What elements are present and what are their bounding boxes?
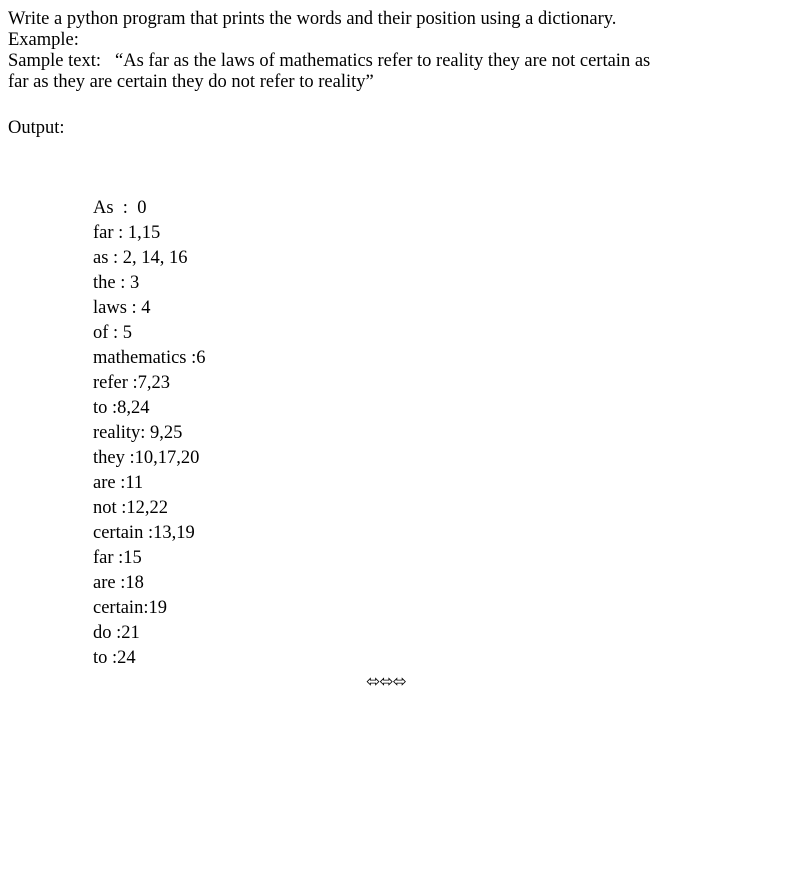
list-item: not :12,22 (93, 498, 169, 518)
output-label: Output: (8, 118, 65, 138)
sample-label: Sample text: (8, 51, 101, 71)
list-item: of : 5 (93, 323, 133, 343)
sample-text-line-2: far as they are certain they do not refer to reality” (8, 72, 374, 92)
output-list (93, 196, 206, 671)
list-item: far : 1,15 (93, 223, 161, 243)
list-item: certain :13,19 (93, 523, 195, 543)
list-item: to :24 (93, 648, 136, 668)
list-item: mathematics :6 (93, 348, 206, 368)
section-separator-arrows-icon: ⬄⬄⬄ (366, 672, 406, 692)
list-item: As : 0 (93, 198, 147, 218)
list-item: are :11 (93, 473, 144, 493)
list-item: as : 2, 14, 16 (93, 248, 188, 268)
sample-text-line-1 (8, 51, 808, 72)
list-item: reality: 9,25 (93, 423, 183, 443)
example-label: Example: (8, 30, 79, 50)
list-item: refer :7,23 (93, 373, 171, 393)
list-item: do :21 (93, 623, 140, 643)
list-item: are :18 (93, 573, 144, 593)
list-item: they :10,17,20 (93, 448, 200, 468)
question-paragraph (8, 9, 808, 93)
list-item: to :8,24 (93, 398, 150, 418)
list-item: far :15 (93, 548, 142, 568)
sample-text: “As far as the laws of mathematics refer to reality they are not certain as (115, 51, 651, 71)
list-item: the : 3 (93, 273, 140, 293)
list-item: laws : 4 (93, 298, 151, 318)
question-text: Write a python program that prints the words and their position using a dictionary. (8, 9, 617, 29)
list-item: certain:19 (93, 598, 167, 618)
